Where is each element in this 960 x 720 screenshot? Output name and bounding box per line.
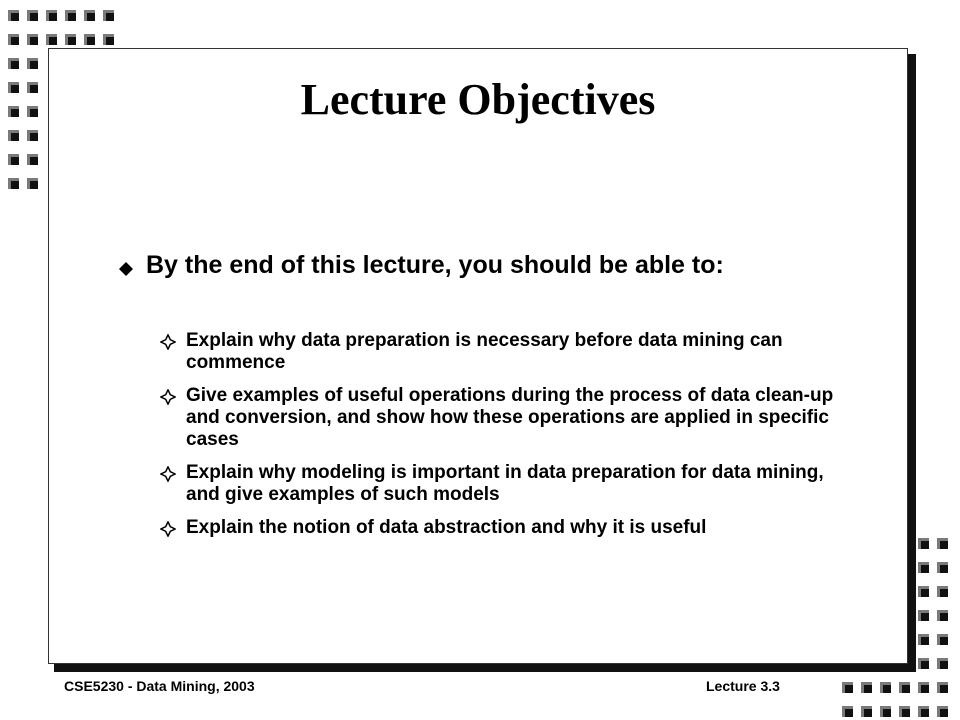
decoration-square — [46, 10, 57, 21]
decoration-square — [27, 58, 38, 69]
decoration-square — [27, 178, 38, 189]
decoration-square — [937, 610, 948, 621]
decoration-square — [937, 562, 948, 573]
sub-bullet-list — [160, 330, 860, 550]
decoration-square — [918, 634, 929, 645]
decoration-square — [8, 154, 19, 165]
decoration-square — [880, 682, 891, 693]
decoration-square — [8, 82, 19, 93]
decoration-square — [27, 10, 38, 21]
sub-bullet-text: Explain why modeling is important in data preparation for data mining, and give examples of such models — [186, 462, 824, 505]
diamond-bullet-icon — [118, 261, 134, 277]
decoration-square — [8, 34, 19, 45]
footer-course: CSE5230 - Data Mining, 2003 — [64, 678, 255, 694]
sub-bullet-item — [160, 517, 860, 539]
sub-bullet-text: Give examples of useful operations during the process of data clean-up and conversion, and show how these operations are applied in specific cases — [186, 385, 834, 450]
decoration-square — [918, 562, 929, 573]
decoration-square — [27, 34, 38, 45]
sub-bullet-item — [160, 385, 860, 451]
decoration-square — [65, 34, 76, 45]
decoration-square — [937, 538, 948, 549]
decoration-square — [84, 10, 95, 21]
decoration-square — [937, 682, 948, 693]
decoration-square — [8, 10, 19, 21]
main-bullet-text: By the end of this lecture, you should be able to: — [146, 251, 724, 279]
decoration-square — [8, 130, 19, 141]
decoration-square — [918, 706, 929, 717]
decoration-square — [899, 682, 910, 693]
sub-bullet-item — [160, 462, 860, 506]
decoration-square — [27, 82, 38, 93]
four-petal-diamond-icon — [160, 466, 176, 482]
sub-bullet-text: Explain why data preparation is necessary before data mining can commence — [186, 330, 783, 373]
decoration-square — [8, 178, 19, 189]
sub-bullet-item — [160, 330, 860, 374]
decoration-square — [880, 706, 891, 717]
four-petal-diamond-icon — [160, 389, 176, 405]
decoration-square — [918, 682, 929, 693]
decoration-square — [918, 658, 929, 669]
main-bullet — [118, 250, 858, 280]
decoration-square — [937, 586, 948, 597]
sub-bullet-text: Explain the notion of data abstraction and why it is useful — [186, 517, 707, 538]
decoration-square — [918, 538, 929, 549]
decoration-square — [103, 10, 114, 21]
decoration-square — [937, 634, 948, 645]
decoration-square — [27, 106, 38, 117]
decoration-square — [899, 706, 910, 717]
decoration-square — [918, 586, 929, 597]
decoration-square — [861, 682, 872, 693]
decoration-square — [27, 130, 38, 141]
decoration-square — [937, 706, 948, 717]
four-petal-diamond-icon — [160, 521, 176, 537]
decoration-square — [84, 34, 95, 45]
decoration-square — [918, 610, 929, 621]
decoration-square — [842, 682, 853, 693]
slide-title: Lecture Objectives — [300, 75, 656, 124]
decoration-square — [842, 706, 853, 717]
decoration-square — [937, 658, 948, 669]
decoration-square — [103, 34, 114, 45]
four-petal-diamond-icon — [160, 334, 176, 350]
decoration-square — [861, 706, 872, 717]
decoration-square — [65, 10, 76, 21]
decoration-square — [8, 106, 19, 117]
footer-lecture-number: Lecture 3.3 — [706, 678, 780, 694]
decoration-square — [46, 34, 57, 45]
decoration-square — [27, 154, 38, 165]
decoration-square — [8, 58, 19, 69]
